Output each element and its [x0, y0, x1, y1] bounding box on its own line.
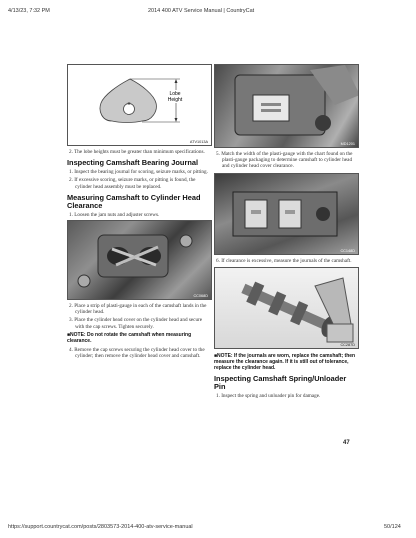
plasti-gauge-photo: [215, 65, 359, 147]
browser-page-counter: 50/124: [384, 524, 401, 530]
height-label: Height: [167, 97, 183, 103]
heading-bearing-journal: Inspecting Camshaft Bearing Journal: [67, 158, 199, 168]
figure-code: CC148D: [340, 248, 355, 253]
measure-step-2: 2. Place a strip of plasti-gauge in each of the camshaft lands in the cylinder head.: [69, 303, 207, 316]
figure-code: MD1201: [340, 142, 355, 146]
note-do-not-rotate: ■NOTE: Do not rotate the camshaft when measuring clearance.: [67, 331, 192, 344]
measure-step-4: 4. Remove the cap screws securing the cylinder head cover to the cylinder; then remove the cylinder head cover and camshaft.: [69, 346, 205, 360]
bearing-step-1: 1. Inspect the bearing journal for scoring, seizure marks, or pitting.: [69, 169, 208, 176]
figure-plasti-gauge-photo: [214, 64, 359, 148]
figure-journal-measure-photo: [214, 267, 359, 349]
camshaft-lobe-diagram: [68, 65, 212, 145]
heading-measuring-clearance: Measuring Camshaft to Cylinder Head Clearance: [67, 192, 201, 210]
figure-lobe-height: [67, 64, 212, 146]
step-lobe-heights: 2. The lobe heights must be greater than minimum specifications.: [69, 149, 205, 155]
figure-code: ATV1013A: [189, 140, 208, 144]
spring-step-1: 1. Inspect the spring and unloader pin for damage.: [216, 392, 321, 399]
manual-page-number: 47: [343, 440, 350, 446]
measure-step-1: 1. Loosen the jam nuts and adjuster screws.: [69, 211, 160, 218]
journal-measure-photo: [215, 268, 359, 348]
cylinder-head-photo: [68, 221, 212, 299]
lobe-label: Lobe: [169, 91, 181, 97]
step-6-clearance: 6. If clearance is excessive, measure the journals of the camshaft.: [216, 257, 352, 264]
step-5-match-width: 5. Match the width of the plasti-gauge with the chart found on the plasti-gauge packaging to determine camshaft to cylinder head and cylinder head cover clearance.: [216, 151, 353, 170]
figure-camshaft-lands-photo: [214, 173, 359, 255]
note-journals-worn: ■NOTE: If the journals are worn, replace the camshaft; then measure the clearance again. If it is still out of tolerance, replace the cylinder head.: [214, 352, 356, 371]
browser-page-title: 2014 400 ATV Service Manual | CountryCat: [148, 8, 255, 14]
right-column: [214, 64, 359, 401]
figure-code: CC068D: [193, 294, 208, 299]
left-column: [67, 64, 212, 361]
bearing-step-2: 2. If excessive scoring, seizure marks, or pitting is found, the cylinder head assembly must be replaced.: [69, 177, 196, 190]
browser-datetime: 4/13/23, 7:32 PM: [8, 8, 50, 14]
camshaft-lands-photo: [215, 174, 359, 254]
browser-url: https://support.countrycat.com/posts/2803573-2014-400-atv-service-manual: [8, 524, 193, 530]
figure-cylinder-head-photo: [67, 220, 212, 300]
measure-step-3: 3. Place the cylinder head cover on the cylinder head and secure with the cap screws. Tighten securely.: [69, 317, 203, 330]
figure-code: CC287D: [340, 342, 355, 347]
heading-spring-unloader: Inspecting Camshaft Spring/Unloader Pin: [214, 373, 347, 391]
